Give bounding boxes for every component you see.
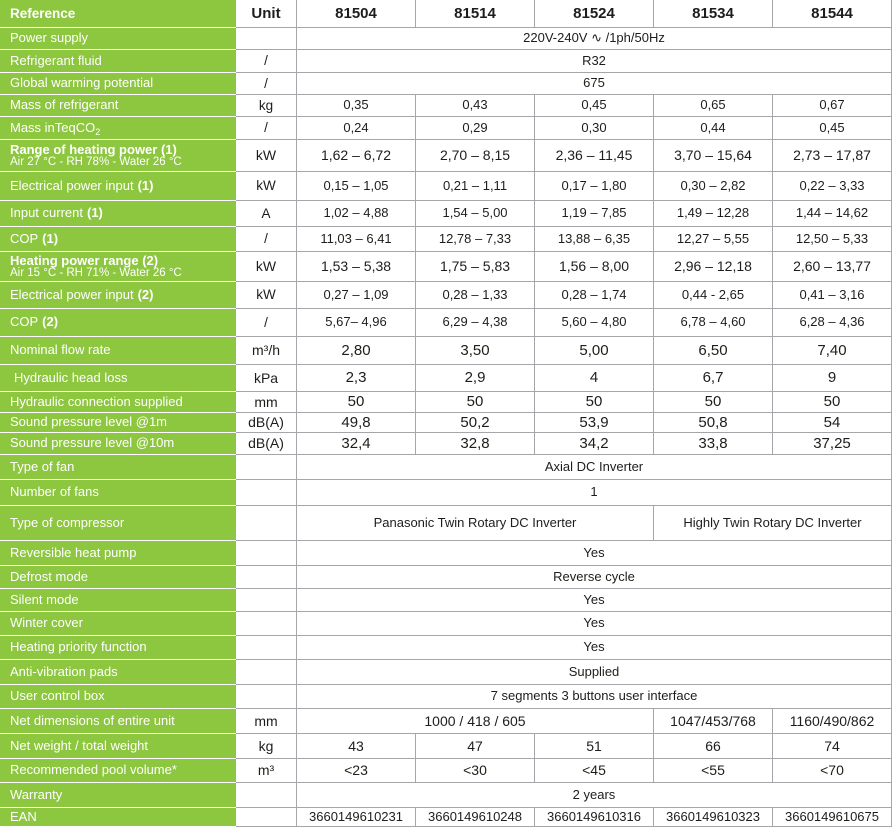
spec-label: Silent mode (0, 589, 236, 612)
spec-value-81514: <30 (416, 759, 535, 783)
spec-unit: A (236, 201, 297, 227)
spec-value-all-models: 1 (297, 480, 892, 506)
spec-label-condition-ref: (1) (42, 230, 59, 246)
spec-value-81504: 3660149610231 (297, 808, 416, 827)
spec-unit (236, 506, 297, 541)
spec-value-81514: 1,54 – 5,00 (416, 201, 535, 227)
spec-label: Sound pressure level @10m (0, 433, 236, 455)
spec-label (0, 252, 236, 282)
spec-value-81504: 0,27 – 1,09 (297, 282, 416, 309)
spec-value-81534: <55 (654, 759, 773, 783)
spec-label-condition-ref: (2) (42, 314, 59, 330)
spec-value-81544: 0,22 – 3,33 (773, 172, 892, 201)
spec-label: User control box (0, 685, 236, 709)
spec-label-condition-ref: (2) (137, 286, 154, 302)
spec-value-all-models: Supplied (297, 660, 892, 685)
spec-value-81514: 12,78 – 7,33 (416, 227, 535, 252)
spec-value-81524: 5,60 – 4,80 (535, 309, 654, 337)
spec-value-81524: 1,56 – 8,00 (535, 252, 654, 282)
spec-label-wrap (10, 206, 103, 221)
spec-label-condition-ref: (1) (137, 177, 154, 193)
spec-value-81514: 2,9 (416, 365, 535, 392)
spec-value-81534: 1047/453/768 (654, 709, 773, 734)
spec-label: Defrost mode (0, 566, 236, 589)
spec-label-wrap (10, 121, 100, 136)
spec-label-text: Electrical power input (10, 177, 134, 193)
spec-value-81514: 32,8 (416, 433, 535, 455)
spec-unit (236, 28, 297, 50)
spec-value-81524: 5,00 (535, 337, 654, 365)
spec-label-text: COP (10, 230, 39, 246)
spec-value-81534: 0,65 (654, 95, 773, 117)
spec-value-all-models: R32 (297, 50, 892, 73)
spec-value-81524: 53,9 (535, 413, 654, 433)
spec-unit: mm (236, 709, 297, 734)
spec-value-81534: 50,8 (654, 413, 773, 433)
spec-unit: / (236, 50, 297, 73)
spec-unit: kW (236, 172, 297, 201)
spec-label: Warranty (0, 783, 236, 808)
spec-value-81524: 34,2 (535, 433, 654, 455)
spec-value-81514: 50,2 (416, 413, 535, 433)
spec-value-81504: 2,80 (297, 337, 416, 365)
spec-value-81534: 33,8 (654, 433, 773, 455)
spec-value-81504: 5,67– 4,96 (297, 309, 416, 337)
spec-value-81544: 74 (773, 734, 892, 759)
spec-value-81514: 0,28 – 1,33 (416, 282, 535, 309)
spec-unit: dB(A) (236, 413, 297, 433)
spec-unit (236, 808, 297, 827)
spec-value-81544: 0,67 (773, 95, 892, 117)
spec-unit: kW (236, 252, 297, 282)
spec-value-81514: 6,29 – 4,38 (416, 309, 535, 337)
spec-value-81544: 37,25 (773, 433, 892, 455)
model-header-81524: 81524 (535, 0, 654, 28)
spec-label-wrap (10, 315, 58, 330)
spec-unit: / (236, 73, 297, 95)
spec-value-81504: 43 (297, 734, 416, 759)
spec-label: Winter cover (0, 612, 236, 636)
spec-value-81514: 0,21 – 1,11 (416, 172, 535, 201)
spec-label: Global warming potential (0, 73, 236, 95)
spec-value-81544: 6,28 – 4,36 (773, 309, 892, 337)
spec-value-81514: 47 (416, 734, 535, 759)
spec-value-81534: 66 (654, 734, 773, 759)
spec-unit: / (236, 117, 297, 140)
spec-label: Net weight / total weight (0, 734, 236, 759)
spec-value-81534: 1,49 – 12,28 (654, 201, 773, 227)
spec-unit: kW (236, 282, 297, 309)
spec-value-all-models: Yes (297, 636, 892, 660)
spec-unit (236, 636, 297, 660)
spec-value-81544: 0,45 (773, 117, 892, 140)
reference-header: Reference (0, 0, 236, 28)
spec-label: Hydraulic head loss (0, 365, 236, 392)
spec-label (0, 201, 236, 227)
spec-value-81544: 1160/490/862 (773, 709, 892, 734)
spec-value-81534-81544: Highly Twin Rotary DC Inverter (654, 506, 892, 541)
spec-value-81534: 6,50 (654, 337, 773, 365)
spec-value-81504: 2,3 (297, 365, 416, 392)
spec-label-text: COP (10, 314, 39, 330)
spec-unit (236, 589, 297, 612)
spec-unit (236, 455, 297, 480)
spec-value-all-models: Axial DC Inverter (297, 455, 892, 480)
model-header-81504: 81504 (297, 0, 416, 28)
spec-label (0, 227, 236, 252)
spec-value-81504: 32,4 (297, 433, 416, 455)
spec-unit: kW (236, 140, 297, 172)
spec-value-all-models: Reverse cycle (297, 566, 892, 589)
spec-value-81534: 0,30 – 2,82 (654, 172, 773, 201)
spec-unit: / (236, 309, 297, 337)
spec-value-81534: 6,78 – 4,60 (654, 309, 773, 337)
spec-unit (236, 541, 297, 566)
spec-value-81544: 1,44 – 14,62 (773, 201, 892, 227)
spec-value-81514: 2,70 – 8,15 (416, 140, 535, 172)
spec-label: Recommended pool volume* (0, 759, 236, 783)
spec-label-wrap (10, 179, 153, 194)
spec-value-all-models: 2 years (297, 783, 892, 808)
spec-value-81524: 4 (535, 365, 654, 392)
spec-unit: m³ (236, 759, 297, 783)
spec-value-81534: 12,27 – 5,55 (654, 227, 773, 252)
spec-unit: / (236, 227, 297, 252)
spec-label: Sound pressure level @1m (0, 413, 236, 433)
spec-value-all-models: Yes (297, 541, 892, 566)
spec-unit: kPa (236, 365, 297, 392)
spec-label-condition-ref: (1) (87, 205, 103, 221)
spec-label (0, 172, 236, 201)
spec-label: Anti-vibration pads (0, 660, 236, 685)
spec-unit (236, 783, 297, 808)
spec-value-81544: 9 (773, 365, 892, 392)
spec-value-81524: 13,88 – 6,35 (535, 227, 654, 252)
spec-value-81514: 0,29 (416, 117, 535, 140)
spec-value-81514: 3660149610248 (416, 808, 535, 827)
spec-unit (236, 685, 297, 709)
spec-value-81504: 1,02 – 4,88 (297, 201, 416, 227)
spec-label-text: Mass inTeqCO (10, 119, 96, 135)
spec-value-all-models: 675 (297, 73, 892, 95)
spec-unit: mm (236, 392, 297, 413)
spec-value-81534: 2,96 – 12,18 (654, 252, 773, 282)
spec-value-81534: 3660149610323 (654, 808, 773, 827)
spec-value-81544: 3660149610675 (773, 808, 892, 827)
spec-label: Number of fans (0, 480, 236, 506)
spec-value-81544: 2,73 – 17,87 (773, 140, 892, 172)
spec-value-81504-81524: 1000 / 418 / 605 (297, 709, 654, 734)
spec-label: Mass of refrigerant (0, 95, 236, 117)
spec-value-all-models: Yes (297, 612, 892, 636)
unit-header: Unit (236, 0, 297, 28)
spec-label: Hydraulic connection supplied (0, 392, 236, 413)
spec-label-condition: Air 15 °C - RH 71% - Water 26 °C (10, 267, 182, 280)
spec-value-81524: 0,45 (535, 95, 654, 117)
spec-value-81504: 11,03 – 6,41 (297, 227, 416, 252)
spec-value-81504: 1,62 – 6,72 (297, 140, 416, 172)
spec-label-wrap (10, 232, 58, 247)
spec-value-81544: 54 (773, 413, 892, 433)
spec-value-all-models: 7 segments 3 buttons user interface (297, 685, 892, 709)
spec-value-81504: 0,24 (297, 117, 416, 140)
spec-value-81524: 50 (535, 392, 654, 413)
spec-value-81504: 50 (297, 392, 416, 413)
spec-unit: dB(A) (236, 433, 297, 455)
spec-value-81544: 7,40 (773, 337, 892, 365)
spec-value-81524: <45 (535, 759, 654, 783)
spec-value-81534: 0,44 (654, 117, 773, 140)
spec-label: EAN (0, 808, 236, 827)
spec-label (0, 309, 236, 337)
spec-label: Nominal flow rate (0, 337, 236, 365)
spec-value-81534: 3,70 – 15,64 (654, 140, 773, 172)
spec-value-81504: 1,53 – 5,38 (297, 252, 416, 282)
spec-label: Net dimensions of entire unit (0, 709, 236, 734)
spec-value-81524: 1,19 – 7,85 (535, 201, 654, 227)
spec-value-81514: 3,50 (416, 337, 535, 365)
spec-label: Heating priority function (0, 636, 236, 660)
spec-unit (236, 612, 297, 636)
spec-label: Type of fan (0, 455, 236, 480)
spec-value-all-models: 220V-240V ∿ /1ph/50Hz (297, 28, 892, 50)
spec-label-text: Heating power range (2) (10, 252, 159, 268)
spec-label-subscript: 2 (95, 126, 101, 137)
spec-label (0, 140, 236, 172)
spec-unit (236, 566, 297, 589)
spec-value-81534: 6,7 (654, 365, 773, 392)
model-header-81514: 81514 (416, 0, 535, 28)
spec-label-wrap (10, 288, 153, 303)
spec-value-81514: 1,75 – 5,83 (416, 252, 535, 282)
spec-value-81514: 50 (416, 392, 535, 413)
spec-label (0, 117, 236, 140)
spec-label: Type of compressor (0, 506, 236, 541)
spec-value-81524: 2,36 – 11,45 (535, 140, 654, 172)
model-header-81544: 81544 (773, 0, 892, 28)
spec-value-81544: 50 (773, 392, 892, 413)
spec-label: Reversible heat pump (0, 541, 236, 566)
spec-value-81524: 51 (535, 734, 654, 759)
spec-value-81524: 0,30 (535, 117, 654, 140)
spec-value-81504: 0,35 (297, 95, 416, 117)
spec-unit: m³/h (236, 337, 297, 365)
spec-value-81504: 49,8 (297, 413, 416, 433)
spec-label: Power supply (0, 28, 236, 50)
spec-label-text: Electrical power input (10, 286, 134, 302)
spec-value-all-models: Yes (297, 589, 892, 612)
spec-value-81534: 50 (654, 392, 773, 413)
spec-value-81534: 0,44 - 2,65 (654, 282, 773, 309)
spec-value-81504-81524: Panasonic Twin Rotary DC Inverter (297, 506, 654, 541)
spec-value-81524: 0,28 – 1,74 (535, 282, 654, 309)
spec-value-81524: 3660149610316 (535, 808, 654, 827)
spec-unit: kg (236, 95, 297, 117)
spec-unit: kg (236, 734, 297, 759)
spec-label: Refrigerant fluid (0, 50, 236, 73)
spec-label-text: Input current (10, 205, 83, 221)
spec-value-81514: 0,43 (416, 95, 535, 117)
spec-value-81504: <23 (297, 759, 416, 783)
spec-value-81544: 12,50 – 5,33 (773, 227, 892, 252)
spec-value-81524: 0,17 – 1,80 (535, 172, 654, 201)
spec-value-81544: 2,60 – 13,77 (773, 252, 892, 282)
spec-unit (236, 480, 297, 506)
spec-value-81544: 0,41 – 3,16 (773, 282, 892, 309)
spec-unit (236, 660, 297, 685)
spec-label-text: Range of heating power (1) (10, 141, 177, 157)
model-header-81534: 81534 (654, 0, 773, 28)
spec-value-81504: 0,15 – 1,05 (297, 172, 416, 201)
spec-value-81544: <70 (773, 759, 892, 783)
spec-label (0, 282, 236, 309)
spec-label-condition: Air 27 °C - RH 78% - Water 26 °C (10, 156, 182, 169)
